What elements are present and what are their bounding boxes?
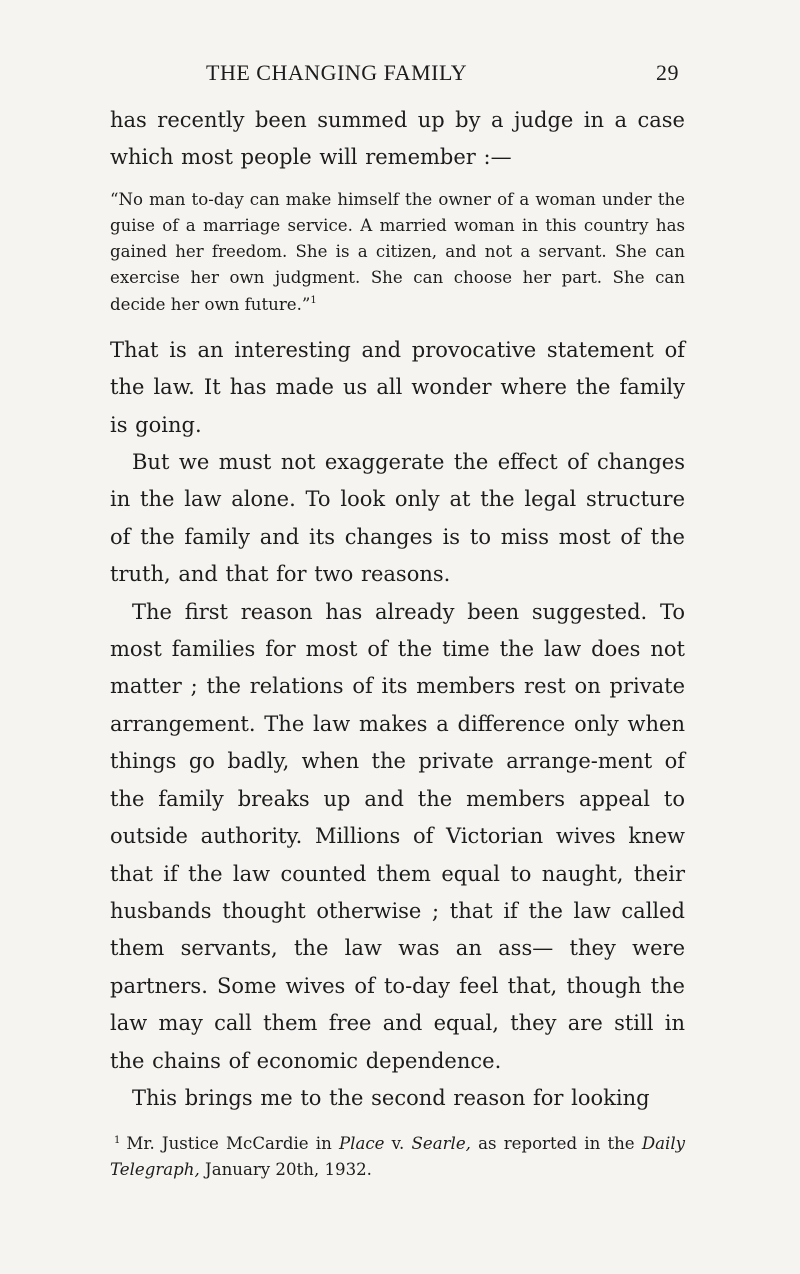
footnote-text-3: as reported in the: [470, 1134, 642, 1154]
footnote-mark: 1: [114, 1135, 121, 1147]
footnote-newspaper: Daily Telegraph,: [110, 1134, 685, 1180]
page-number: 29: [656, 60, 679, 85]
paragraph-second-reason: This brings me to the second reason for looking: [132, 1085, 650, 1110]
opening-text: has recently been summed up by a judge in a case which most people will remember :—: [110, 108, 685, 170]
running-head: [110, 60, 685, 94]
footnote-text-2: v.: [384, 1134, 412, 1154]
judge-quotation: [110, 187, 685, 318]
footnote-text-4: January 20th, 1932.: [199, 1160, 372, 1180]
paragraph-first-reason: The first reason has already been suggested. To most families for most of the time the law does not matter ; the relations of its members rest on private arrangement. The law makes a difference only when things go badly, when the private arrange-ment of the family breaks up and the members appeal to outside authority. Millions of Victorian wives knew that if the law counted them equal to naught, their husbands thought otherwise ; that if the law called them servants, the law was an ass— they were partners. Some wives of to-day feel that, though the law may call them free and equal, they are still in the chains of economic dependence.: [110, 599, 685, 1073]
book-page: [110, 60, 685, 1200]
footnote-case-name-2: Searle,: [411, 1134, 471, 1154]
running-title: THE CHANGING FAMILY: [206, 60, 468, 85]
footnote: [110, 1131, 685, 1183]
footnote-text-1: Mr. Justice McCardie in: [126, 1134, 339, 1154]
footnote-reference: 1: [310, 294, 317, 306]
opening-paragraph: [110, 102, 685, 177]
paragraph-statement-of-law: That is an interesting and provocative statement of the law. It has made us all wonder where the family is going.: [110, 337, 685, 437]
quotation-text: “No man to-day can make himself the owner of a woman under the guise of a marriage service. A married woman in this country has gained her freedom. She is a citizen, and not a servant. She can exercise her own judgment. She can choose her part. She can decide her own future.”: [110, 189, 685, 314]
footnote-case-name-1: Place: [338, 1134, 385, 1154]
paragraph-exaggerate-effect: But we must not exaggerate the effect of changes in the law alone. To look only at the legal structure of the family and its changes is to miss most of the truth, and that for two reasons.: [110, 450, 685, 587]
